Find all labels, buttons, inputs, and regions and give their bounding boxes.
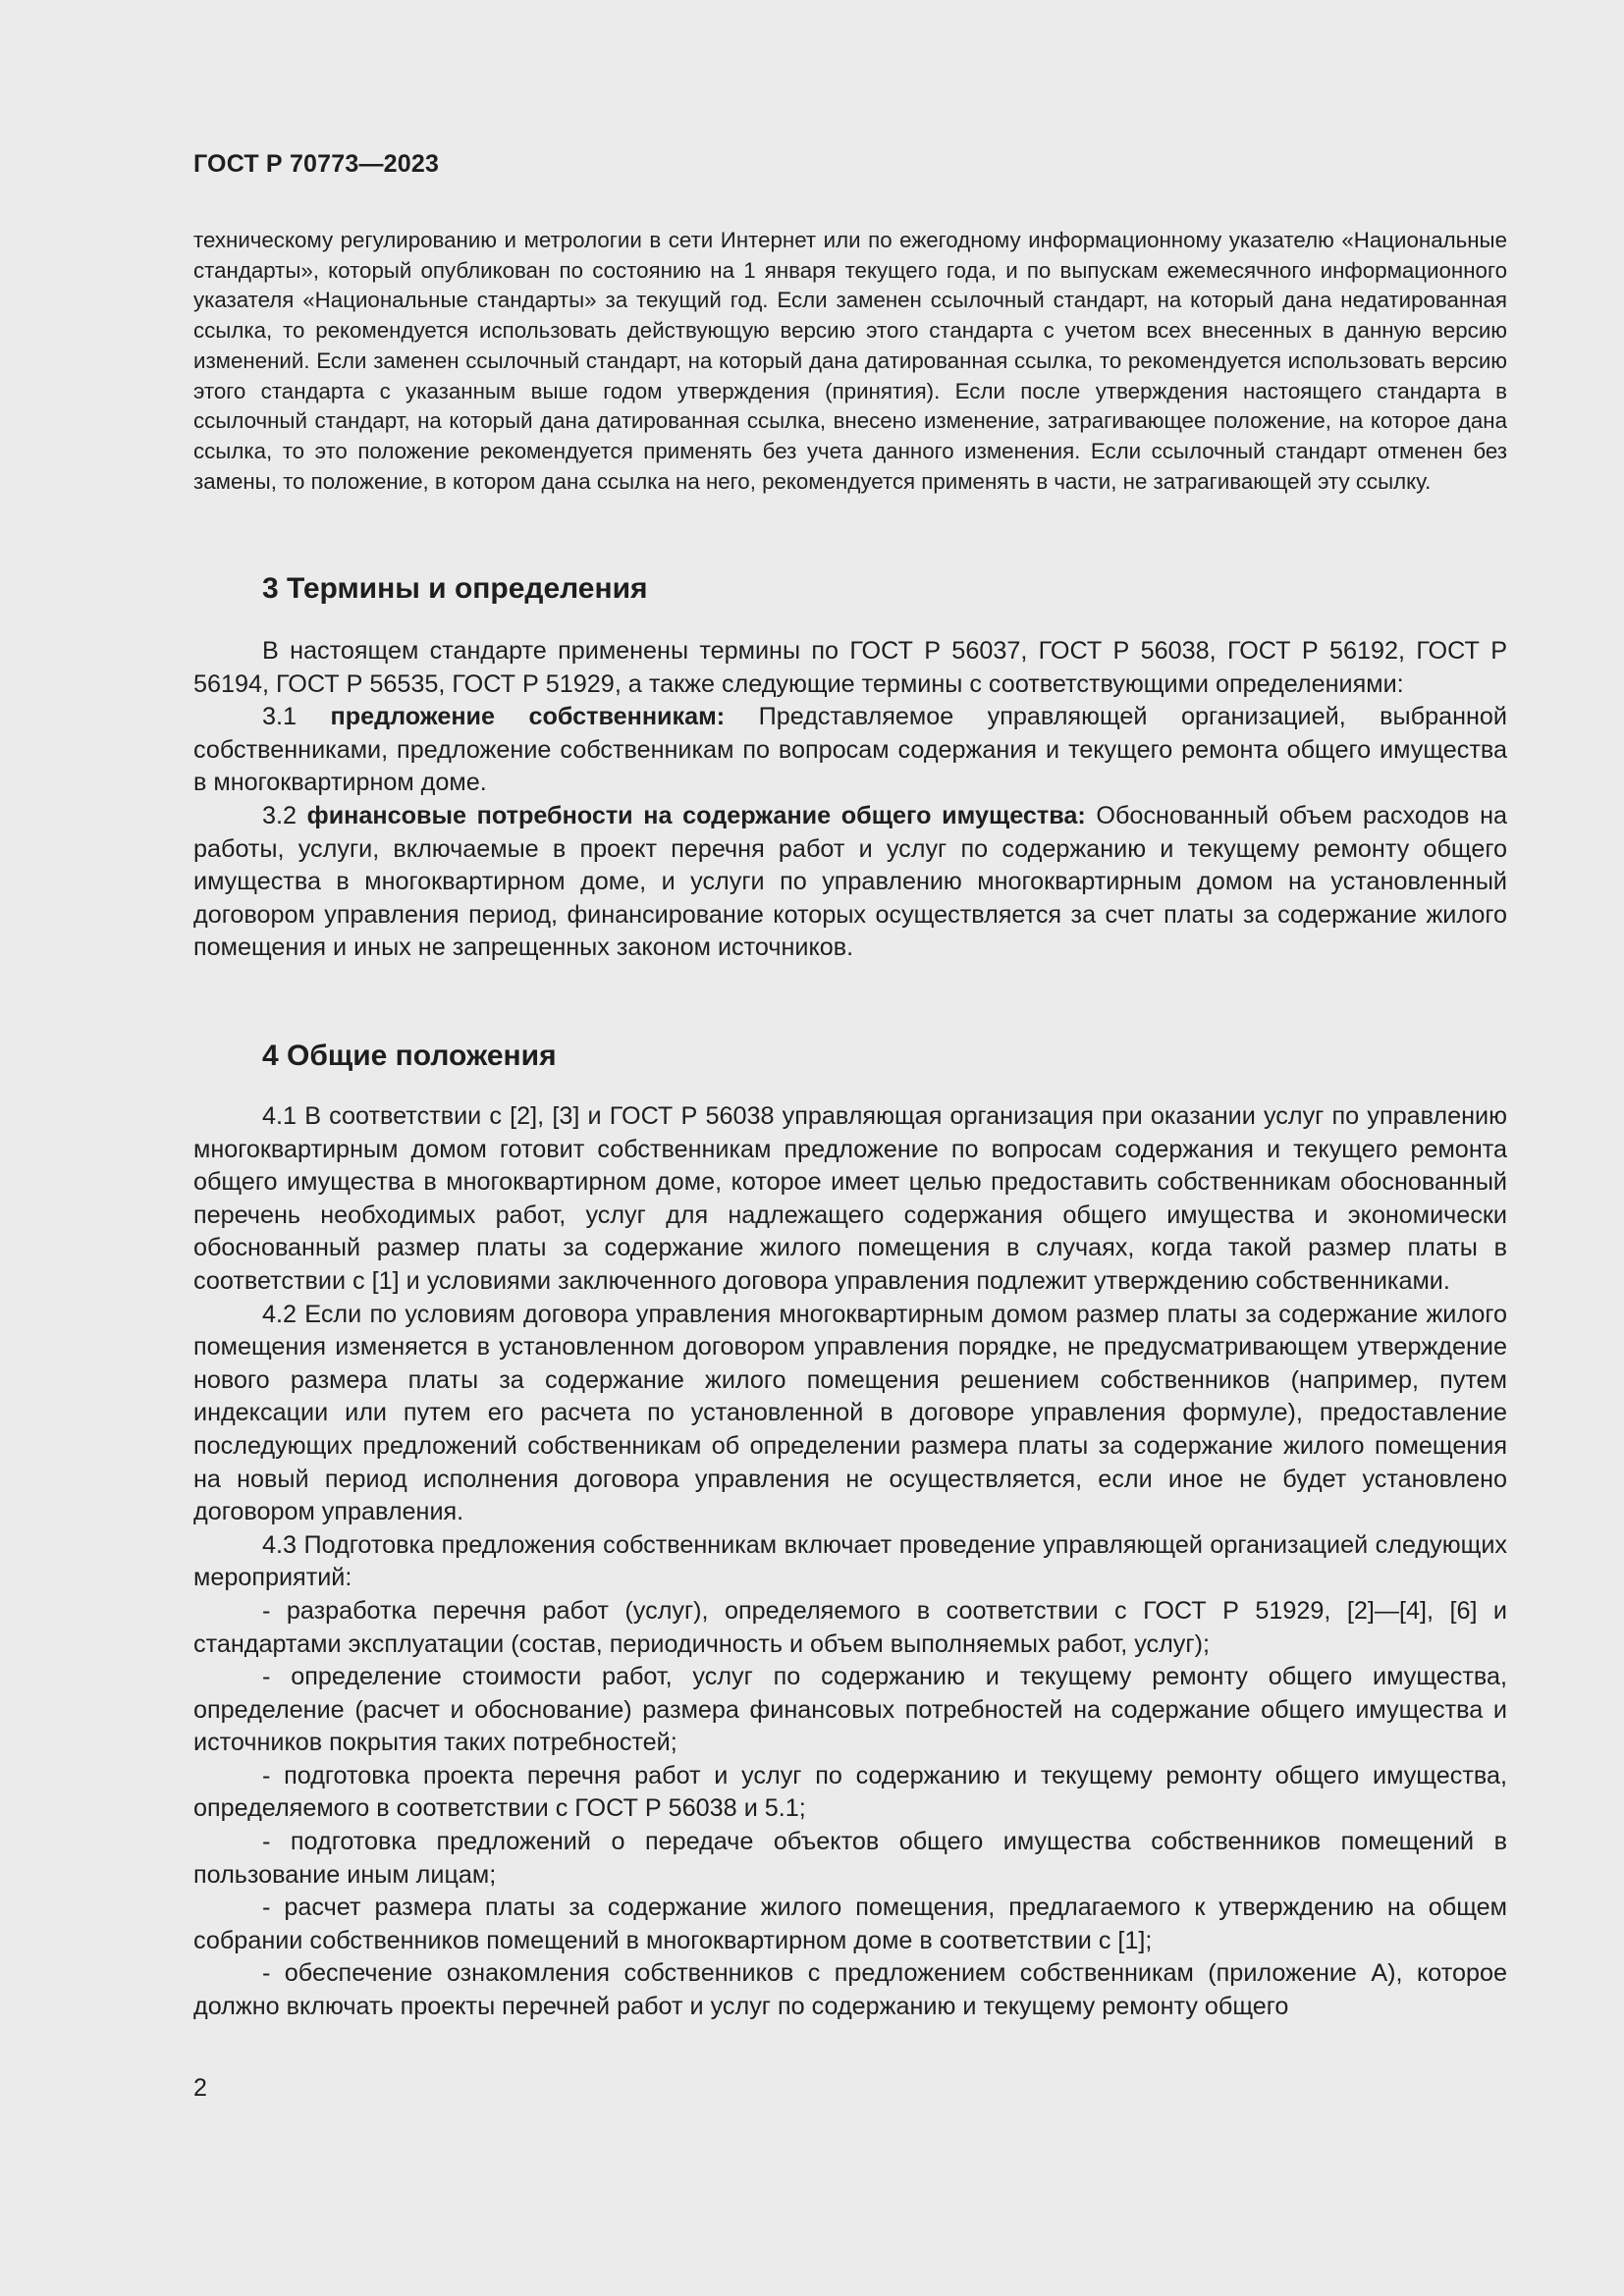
list-item: - подготовка проекта перечня работ и услуг по содержанию и текущему ремонту общего имущества, определяемого в соответствии с ГОСТ Р 56038 и 5.1; [193,1761,1507,1823]
term-number: 3.1 [262,703,331,731]
intro-paragraph: техническому регулированию и метрологии в сети Интернет или по ежегодному информационному указателю «Национальные стандарты», который опубликован по состоянию на 1 января текущего года, и по выпускам ежемесячного информационного указателя «Национальные стандарты» за текущий год. Если заменен ссылочный стандарт, на который дана недатированная ссылка, то рекомендуется использовать действующую версию этого стандарта с учетом всех внесенных в данную версию изменений. Если заменен ссылочный стандарт, на который дана датированная ссылка, то рекомендуется использовать версию этого стандарта с указанным выше годом утверждения (принятия). Если после утверждения настоящего стандарта в ссылочный стандарт, на который дана датированная ссылка, внесено изменение, затрагивающее положение, на которое дана ссылка, то это положение рекомендуется применять без учета данного изменения. Если ссылочный стандарт отменен без замены, то положение, в котором дана ссылка на него, рекомендуется применять в части, не затрагивающей эту ссылку. [193,228,1507,494]
term-definition: Обоснованный объем расходов на работы, услуги, включаемые в проект перечня работ и услуг по содержанию и текущему ремонту общего имущества в многоквартирном доме, и услуги по управлению многоквартирным домом на установленный договором управления период, финансирование которых осуществляется за счет платы за содержание жилого помещения и иных не запрещенных законом источников. [193,801,1508,962]
list-item: - разработка перечня работ (услуг), определяемого в соответствии с ГОСТ Р 51929, [2]—[4], [6] и стандартами эксплуатации (состав, периодичность и объем выполняемых работ, услуг); [193,1596,1507,1658]
list-item: - обеспечение ознакомления собственников с предложением собственникам (приложение А), которое должно включать проекты перечней работ и услуг по содержанию и текущему ремонту общего [193,1959,1507,2021]
section-4-body [193,1100,1507,2024]
document-code-header: ГОСТ Р 70773—2023 [193,150,440,178]
paragraph-4-2: 4.2 Если по условиям договора управления многоквартирным домом размер платы за содержание жилого помещения изменяется в установленном договором управления порядке, не предусматривающем утверждение нового размера платы за содержание жилого помещения решением собственников (например, путем индексации или путем его расчета по установленной в договоре управления формуле), предоставление последующих предложений собственникам об определении размера платы за содержание жилого помещения на новый период исполнения договора управления не осуществляется, если иное не будет установлено договором управления. [193,1300,1507,1526]
term-definition: Представляемое управляющей организацией, выбранной собственниками, предложение собственникам по вопросам содержания и текущего ремонта общего имущества в многоквартирном доме. [193,703,1507,797]
section-3-intro: В настоящем стандарте применены термины по ГОСТ Р 56037, ГОСТ Р 56038, ГОСТ Р 56192, ГОСТ Р 56194, ГОСТ Р 56535, ГОСТ Р 51929, а также следующие термины с соответствующими определениями: [193,637,1507,698]
list-item: - расчет размера платы за содержание жилого помещения, предлагаемого к утверждению на общем собрании собственников помещений в многоквартирном доме в соответствии с [1]; [193,1894,1507,1954]
page-number: 2 [193,2074,207,2102]
paragraph-4-3: 4.3 Подготовка предложения собственникам включает проведение управляющей организацией следующих мероприятий: [193,1530,1507,1592]
term-3-1 [193,701,1507,800]
section-3-heading: 3 Термины и определения [262,572,648,605]
term-title: предложение собственникам: [330,703,726,731]
term-title: финансовые потребности на содержание общего имущества: [306,801,1086,829]
paragraph-4-1: 4.1 В соответствии с [2], [3] и ГОСТ Р 56038 управляющая организация при оказании услуг по управлению многоквартирным домом готовит собственникам предложение по вопросам содержания и текущего ремонта общего имущества в многоквартирном доме, которое имеет целью предоставить собственникам обоснованный перечень необходимых работ, услуг для надлежащего содержания общего имущества и экономически обоснованный размер платы за содержание жилого помещения в случаях, когда такой размер платы в соответствии с [1] и условиями заключенного договора управления подлежит утверждению собственниками. [193,1102,1507,1295]
term-3-2 [193,800,1507,965]
section-3-body [193,635,1507,965]
section-4-heading: 4 Общие положения [262,1040,557,1072]
term-number: 3.2 [262,801,307,829]
list-item: - подготовка предложений о передаче объектов общего имущества собственников помещений в пользование иным лицам; [193,1828,1507,1889]
intro-paragraph-block [193,226,1507,497]
list-item: - определение стоимости работ, услуг по содержанию и текущему ремонту общего имущества, определение (расчет и обоснование) размера финансовых потребностей на содержание общего имущества и источников покрытия таких потребностей; [193,1663,1507,1757]
